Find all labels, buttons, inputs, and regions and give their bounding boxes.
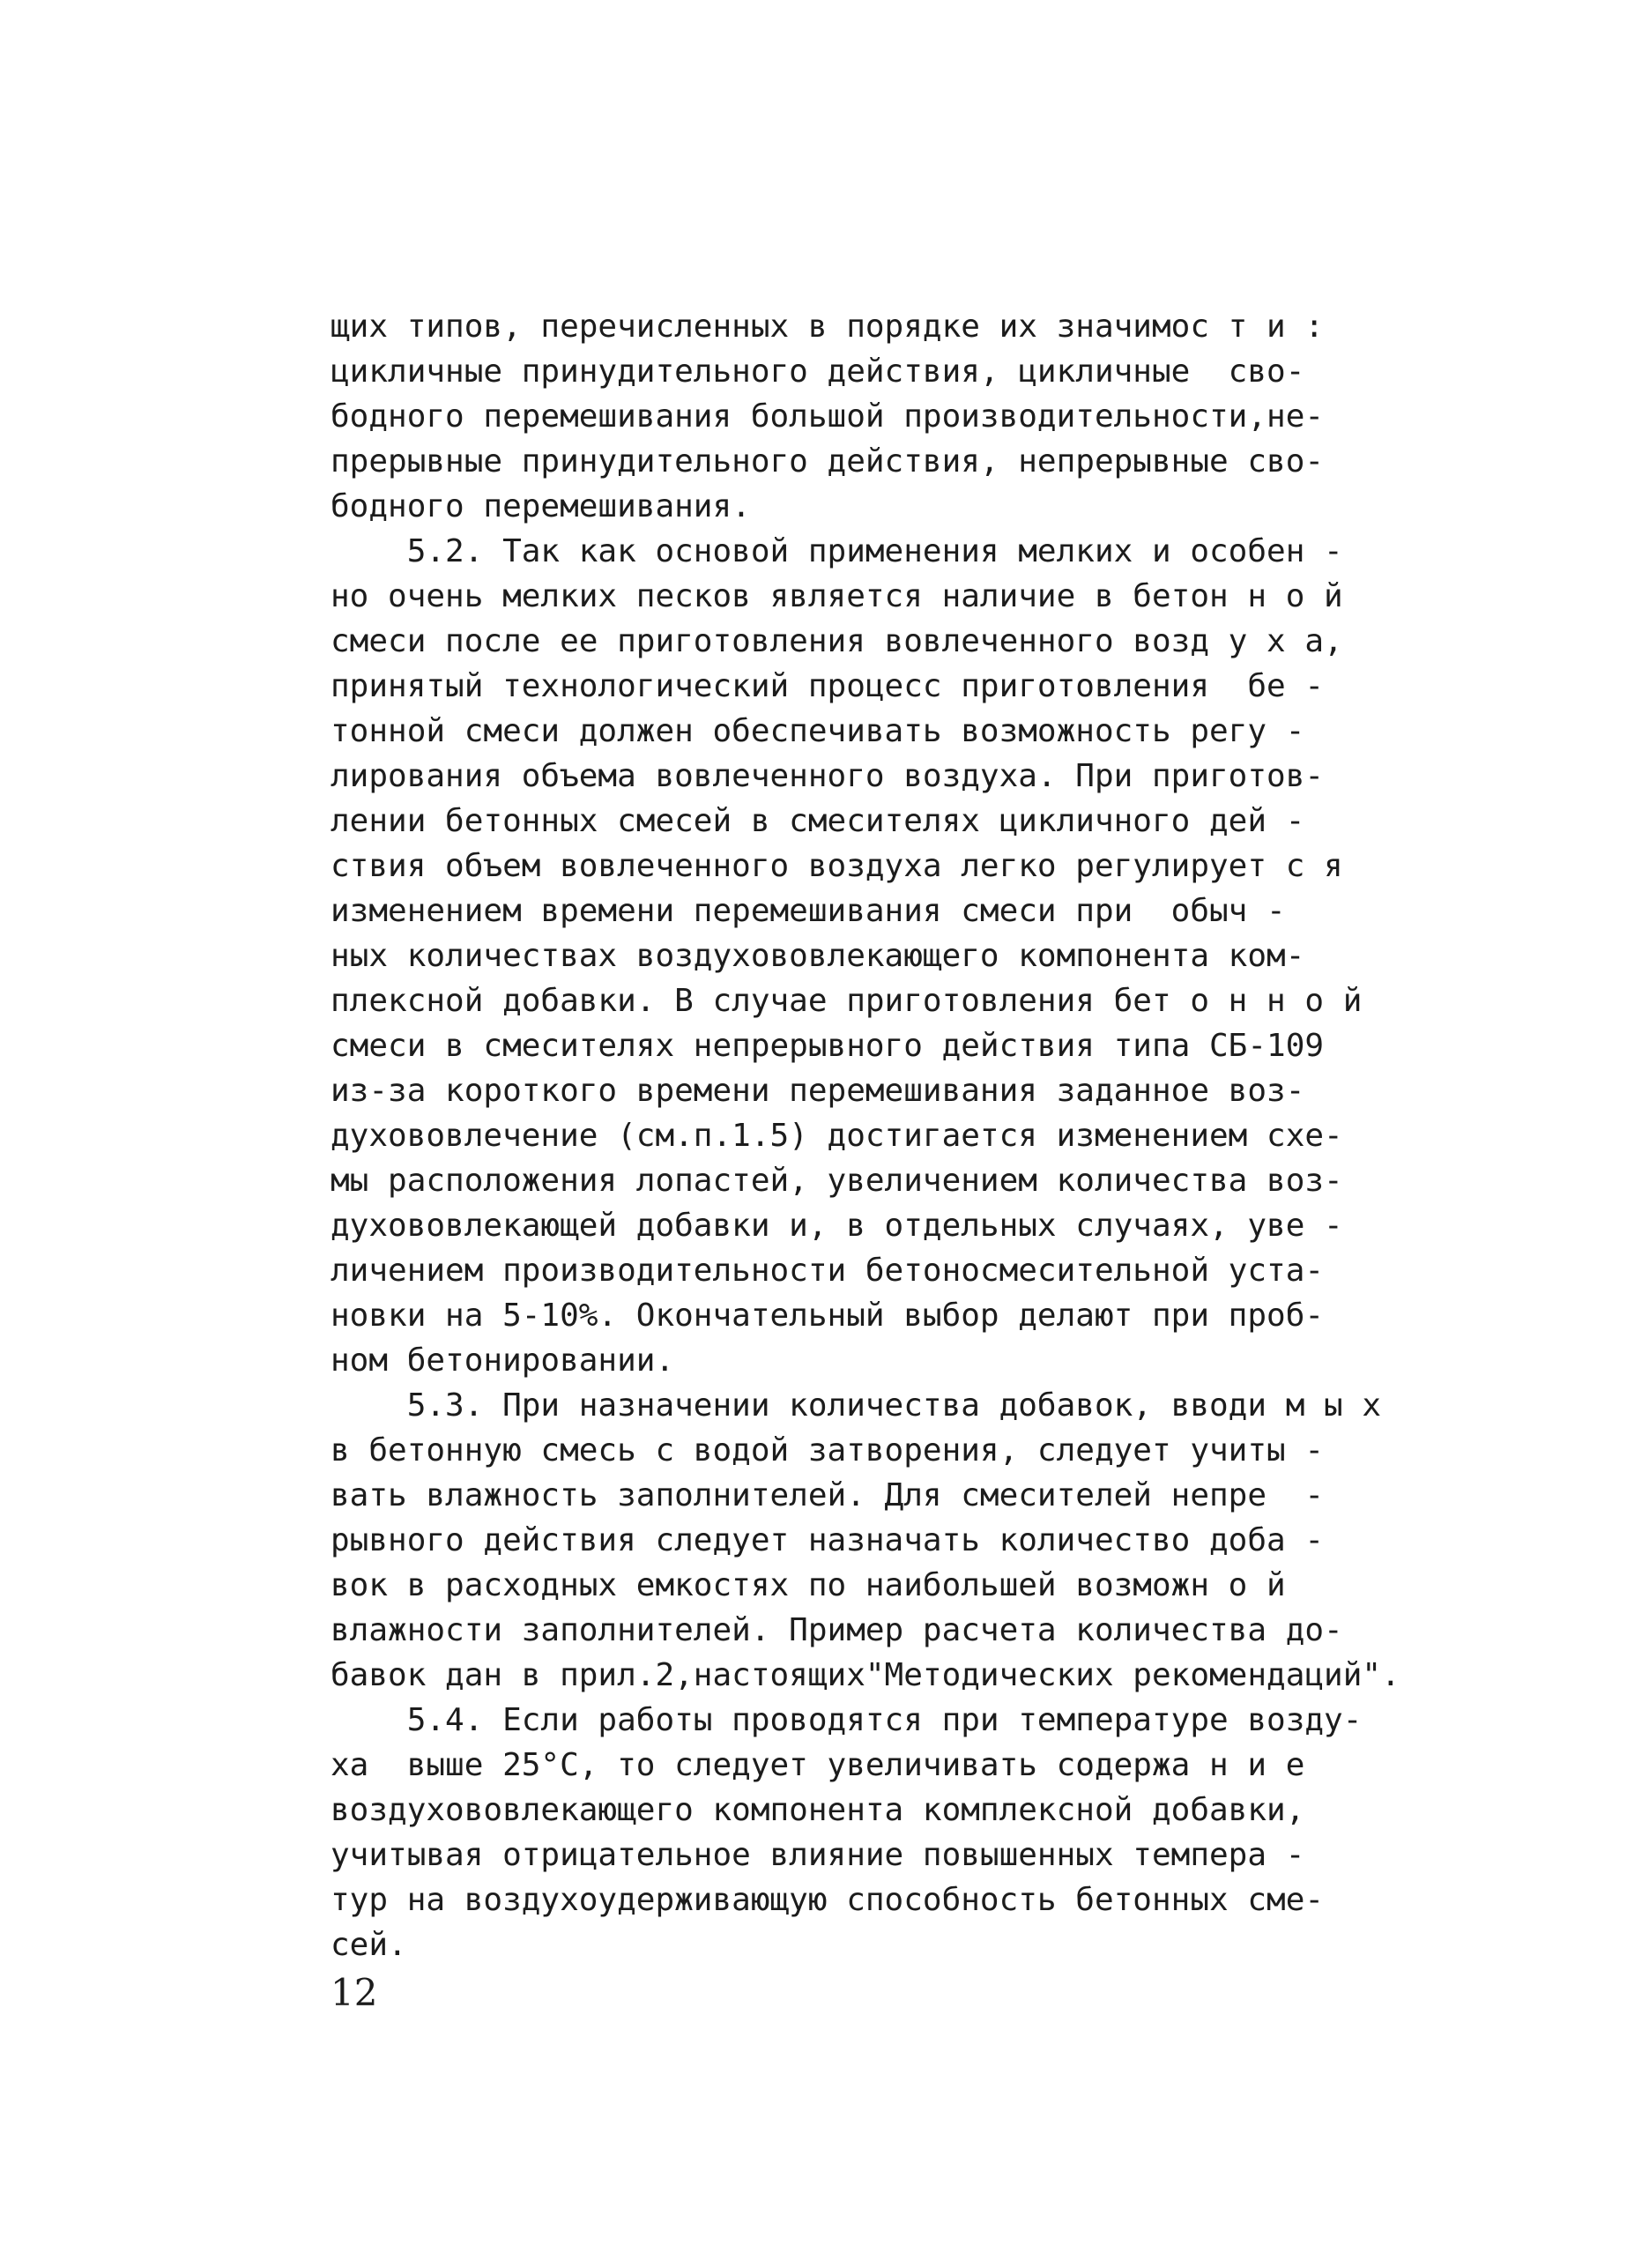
text-line: смеси после ее приготовления вовлеченного возд у х а,: [331, 623, 1343, 659]
text-line: тонной смеси должен обеспечивать возможность регу -: [331, 713, 1305, 749]
text-line: духововлечение (см.п.1.5) достигается изменением схе-: [331, 1118, 1343, 1154]
text-line: воздухововлекающего компонента комплексной добавки,: [331, 1792, 1305, 1828]
text-line: смеси в смесителях непрерывного действия типа СБ-109: [331, 1028, 1325, 1064]
text-line: вать влажность заполнителей. Для смесителей непре -: [331, 1477, 1325, 1513]
text-line: ном бетонировании.: [331, 1342, 675, 1379]
text-line: сей.: [331, 1927, 407, 1963]
text-line: лении бетонных смесей в смесителях цикличного дей -: [331, 803, 1305, 839]
text-line: из-за короткого времени перемешивания заданное воз-: [331, 1073, 1305, 1109]
text-line: вок в расходных емкостях по наибольшей возможн о й: [331, 1567, 1286, 1603]
text-line: 5.3. При назначении количества добавок, вводи м ы х: [331, 1387, 1382, 1424]
text-line: принятый технологический процесс приготовления бе -: [331, 668, 1325, 704]
text-line: 5.4. Если работы проводятся при температуре возду-: [331, 1702, 1363, 1738]
text-line: бодного перемешивания.: [331, 488, 751, 524]
text-line: ных количествах воздухововлекающего компонента ком-: [331, 938, 1305, 974]
text-line: учитывая отрицательное влияние повышенных темпера -: [331, 1837, 1305, 1873]
text-line: рывного действия следует назначать количество доба -: [331, 1522, 1325, 1558]
text-line: ствия объем вовлеченного воздуха легко регулирует с я: [331, 848, 1343, 884]
text-line: прерывные принудительного действия, непрерывные сво-: [331, 443, 1325, 480]
text-line: но очень мелких песков является наличие в бетон н о й: [331, 578, 1343, 614]
text-line: 5.2. Так как основой применения мелких и особен -: [331, 533, 1343, 569]
text-line: мы расположения лопастей, увеличением количества воз-: [331, 1163, 1343, 1199]
text-line: личением производительности бетоносмесительной уста-: [331, 1253, 1325, 1289]
text-line: бавок дан в прил.2,настоящих"Методических рекомендаций".: [331, 1657, 1400, 1693]
text-line: цикличные принудительного действия, цикличные сво-: [331, 353, 1305, 390]
text-line: в бетонную смесь с водой затворения, следует учиты -: [331, 1432, 1325, 1469]
text-line: духововлекающей добавки и, в отдельных случаях, уве -: [331, 1208, 1343, 1244]
text-line: новки на 5-10%. Окончательный выбор делают при проб-: [331, 1298, 1325, 1334]
text-line: плексной добавки. В случае приготовления бет о н н о й: [331, 983, 1363, 1019]
text-line: ха выше 25°С, то следует увеличивать содержа н и е: [331, 1747, 1305, 1783]
body-text: [331, 304, 1476, 1967]
text-line: бодного перемешивания большой производительности,не-: [331, 398, 1325, 435]
page-number: 12: [331, 1971, 378, 2014]
text-line: лирования объема вовлеченного воздуха. При приготов-: [331, 758, 1325, 794]
text-line: щих типов, перечисленных в порядке их значимос т и :: [331, 309, 1325, 345]
text-line: тур на воздухоудерживающую способность бетонных сме-: [331, 1882, 1325, 1918]
text-line: изменением времени перемешивания смеси при обыч -: [331, 893, 1286, 929]
text-line: влажности заполнителей. Пример расчета количества до-: [331, 1612, 1343, 1648]
